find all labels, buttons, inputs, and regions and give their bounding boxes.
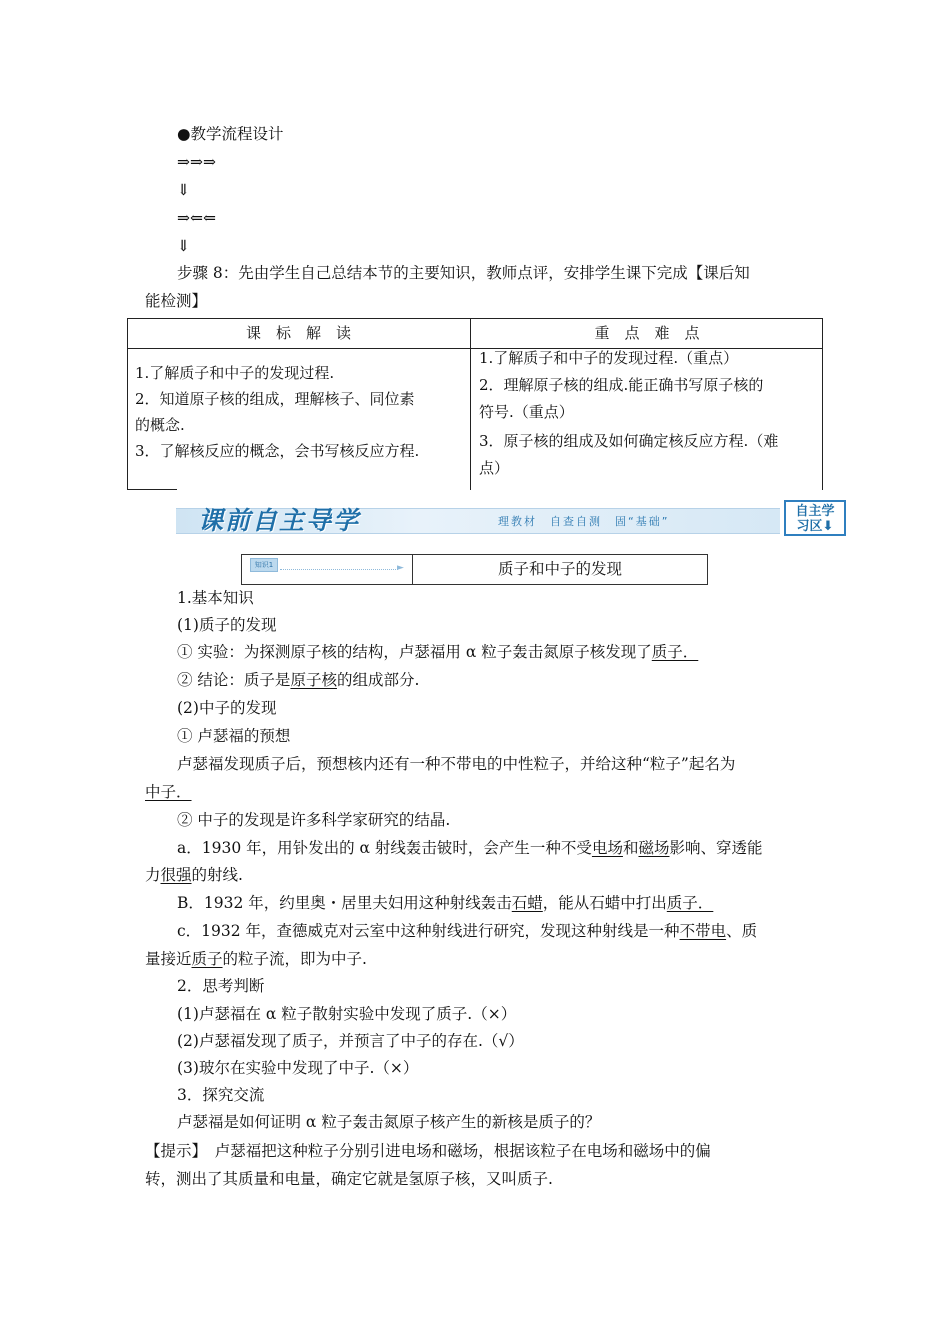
- hint-line-1: 【提示】 卢瑟福把这种粒子分别引进电场和磁场，根据该粒子在电场和磁场中的偏: [145, 1142, 711, 1160]
- think-judge-heading: 2．思考判断: [177, 977, 265, 995]
- key-points-line-4: 3．原子核的组成及如何确定核反应方程.（难: [479, 432, 779, 450]
- standards-line-4: 3．了解核反应的概念，会书写核反应方程.: [135, 442, 420, 460]
- text-span: ① 实验：为探测原子核的结构，卢瑟福用 α 粒子轰击氮原子核发现了: [177, 643, 652, 661]
- flow-arrow-4: ⇓: [177, 237, 190, 255]
- blank-answer: 石蜡: [511, 894, 543, 912]
- blank-answer: 很强: [160, 866, 192, 884]
- flow-arrow-2: ⇓: [177, 181, 190, 199]
- text-span: 影响、穿透能: [669, 839, 763, 857]
- standards-line-3: 的概念.: [135, 416, 185, 434]
- paragraph-line: ② 中子的发现是许多科学家研究的结晶.: [177, 811, 451, 829]
- neutron-discovery-heading: (2)中子的发现: [177, 699, 277, 717]
- blank-answer: 中子．: [145, 783, 192, 801]
- knowledge-tag: 知识1: [250, 558, 278, 572]
- judge-item-1: (1)卢瑟福在 α 粒子散射实验中发现了质子.（×）: [177, 1005, 517, 1023]
- objectives-table: [127, 318, 823, 490]
- judge-item-2: (2)卢瑟福发现了质子，并预言了中子的存在.（√）: [177, 1032, 524, 1050]
- text-span: 的粒子流，即为中子.: [222, 950, 367, 968]
- blank-answer: 不带电: [679, 922, 727, 940]
- table-header-standards: 课 标 解 读: [245, 324, 351, 342]
- banner-subtitle: 理教材 自查自测 固“基础”: [498, 515, 670, 528]
- paragraph-line: [145, 865, 243, 885]
- proton-conclusion: [177, 670, 419, 690]
- key-points-line-3: 符号.（重点）: [479, 403, 574, 421]
- table-header-key-points: 重 点 难 点: [594, 324, 700, 342]
- blank-answer: 电场: [591, 839, 623, 857]
- text-span: 的射线.: [191, 866, 243, 884]
- step8-line-1: 步骤 8：先由学生自己总结本节的主要知识，教师点评，安排学生课下完成【课后知: [177, 264, 750, 282]
- blank-answer: 质子．: [666, 894, 714, 912]
- text-span: 、质: [726, 922, 758, 940]
- hint-line-2: 转，测出了其质量和电量，确定它就是氢原子核，又叫质子.: [145, 1170, 553, 1188]
- arrow-right-icon: ►: [397, 563, 404, 573]
- key-points-line-2: 2．理解原子核的组成.能正确书写原子核的: [479, 376, 764, 394]
- paragraph-line: 卢瑟福发现质子后，预想核内还有一种不带电的中性粒子，并给这种“粒子”起名为: [177, 755, 736, 773]
- proton-experiment: [177, 642, 698, 662]
- text-span: 的组成部分.: [336, 671, 420, 689]
- section-banner: [176, 500, 848, 538]
- proton-discovery-heading: (1)质子的发现: [177, 616, 277, 634]
- text-span: B．1932 年，约里奥・居里夫妇用这种射线轰击: [177, 894, 512, 912]
- flow-arrow-1: ⇒⇒⇒: [177, 153, 216, 171]
- blank-answer: 质子: [191, 950, 223, 968]
- blank-answer: 质子．: [651, 643, 699, 661]
- paragraph-line: [177, 838, 763, 858]
- text-span: 和: [622, 839, 639, 857]
- knowledge-title: 质子和中子的发现: [497, 560, 622, 578]
- key-points-line-5: 点）: [479, 459, 510, 477]
- banner-badge: [784, 500, 846, 536]
- banner-title: 课前自主导学: [198, 506, 361, 535]
- knowledge-dotted-line: [280, 569, 398, 570]
- standards-line-2: 2．知道原子核的组成，理解核子、同位素: [135, 390, 415, 408]
- rutherford-prediction-heading: ① 卢瑟福的预想: [177, 727, 291, 745]
- blank-answer: 磁场: [638, 839, 670, 857]
- text-span: ② 结论：质子是: [177, 671, 291, 689]
- key-points-line-1: 1.了解质子和中子的发现过程.（重点）: [479, 349, 739, 367]
- knowledge-tag-area: [242, 555, 413, 584]
- explore-question: 卢瑟福是如何证明 α 粒子轰击氮原子核产生的新核是质子的？: [177, 1113, 601, 1131]
- knowledge-point-box: [241, 554, 708, 585]
- text-span: 力: [145, 866, 161, 884]
- explore-heading: 3．探究交流: [177, 1086, 265, 1104]
- step8-line-2: 能检测】: [145, 292, 208, 310]
- table-border-bottom: [127, 489, 177, 490]
- standards-line-1: 1.了解质子和中子的发现过程.: [135, 364, 335, 382]
- paragraph-line: [177, 921, 757, 941]
- blank-answer: 原子核: [290, 671, 337, 689]
- paragraph-line: [145, 782, 192, 802]
- flow-arrow-3: ⇒⇐⇐: [177, 209, 216, 227]
- paragraph-line: [177, 893, 713, 913]
- paragraph-line: [145, 949, 367, 969]
- judge-item-3: (3)玻尔在实验中发现了中子.（×）: [177, 1059, 419, 1077]
- text-span: ，能从石蜡中打出: [542, 894, 667, 912]
- basic-knowledge-heading: 1.基本知识: [177, 589, 254, 607]
- banner-badge-line-2: 习区⬇: [796, 519, 834, 534]
- text-span: c．1932 年，查德威克对云室中这种射线进行研究，发现这种射线是一种: [177, 922, 680, 940]
- flow-heading: ●教学流程设计: [177, 125, 284, 143]
- table-border-top: [127, 318, 823, 319]
- banner-badge-line-1: 自主学: [795, 504, 835, 519]
- text-span: a．1930 年，用钋发出的 α 射线轰击铍时，会产生一种不受: [177, 839, 592, 857]
- text-span: 量接近: [145, 950, 192, 968]
